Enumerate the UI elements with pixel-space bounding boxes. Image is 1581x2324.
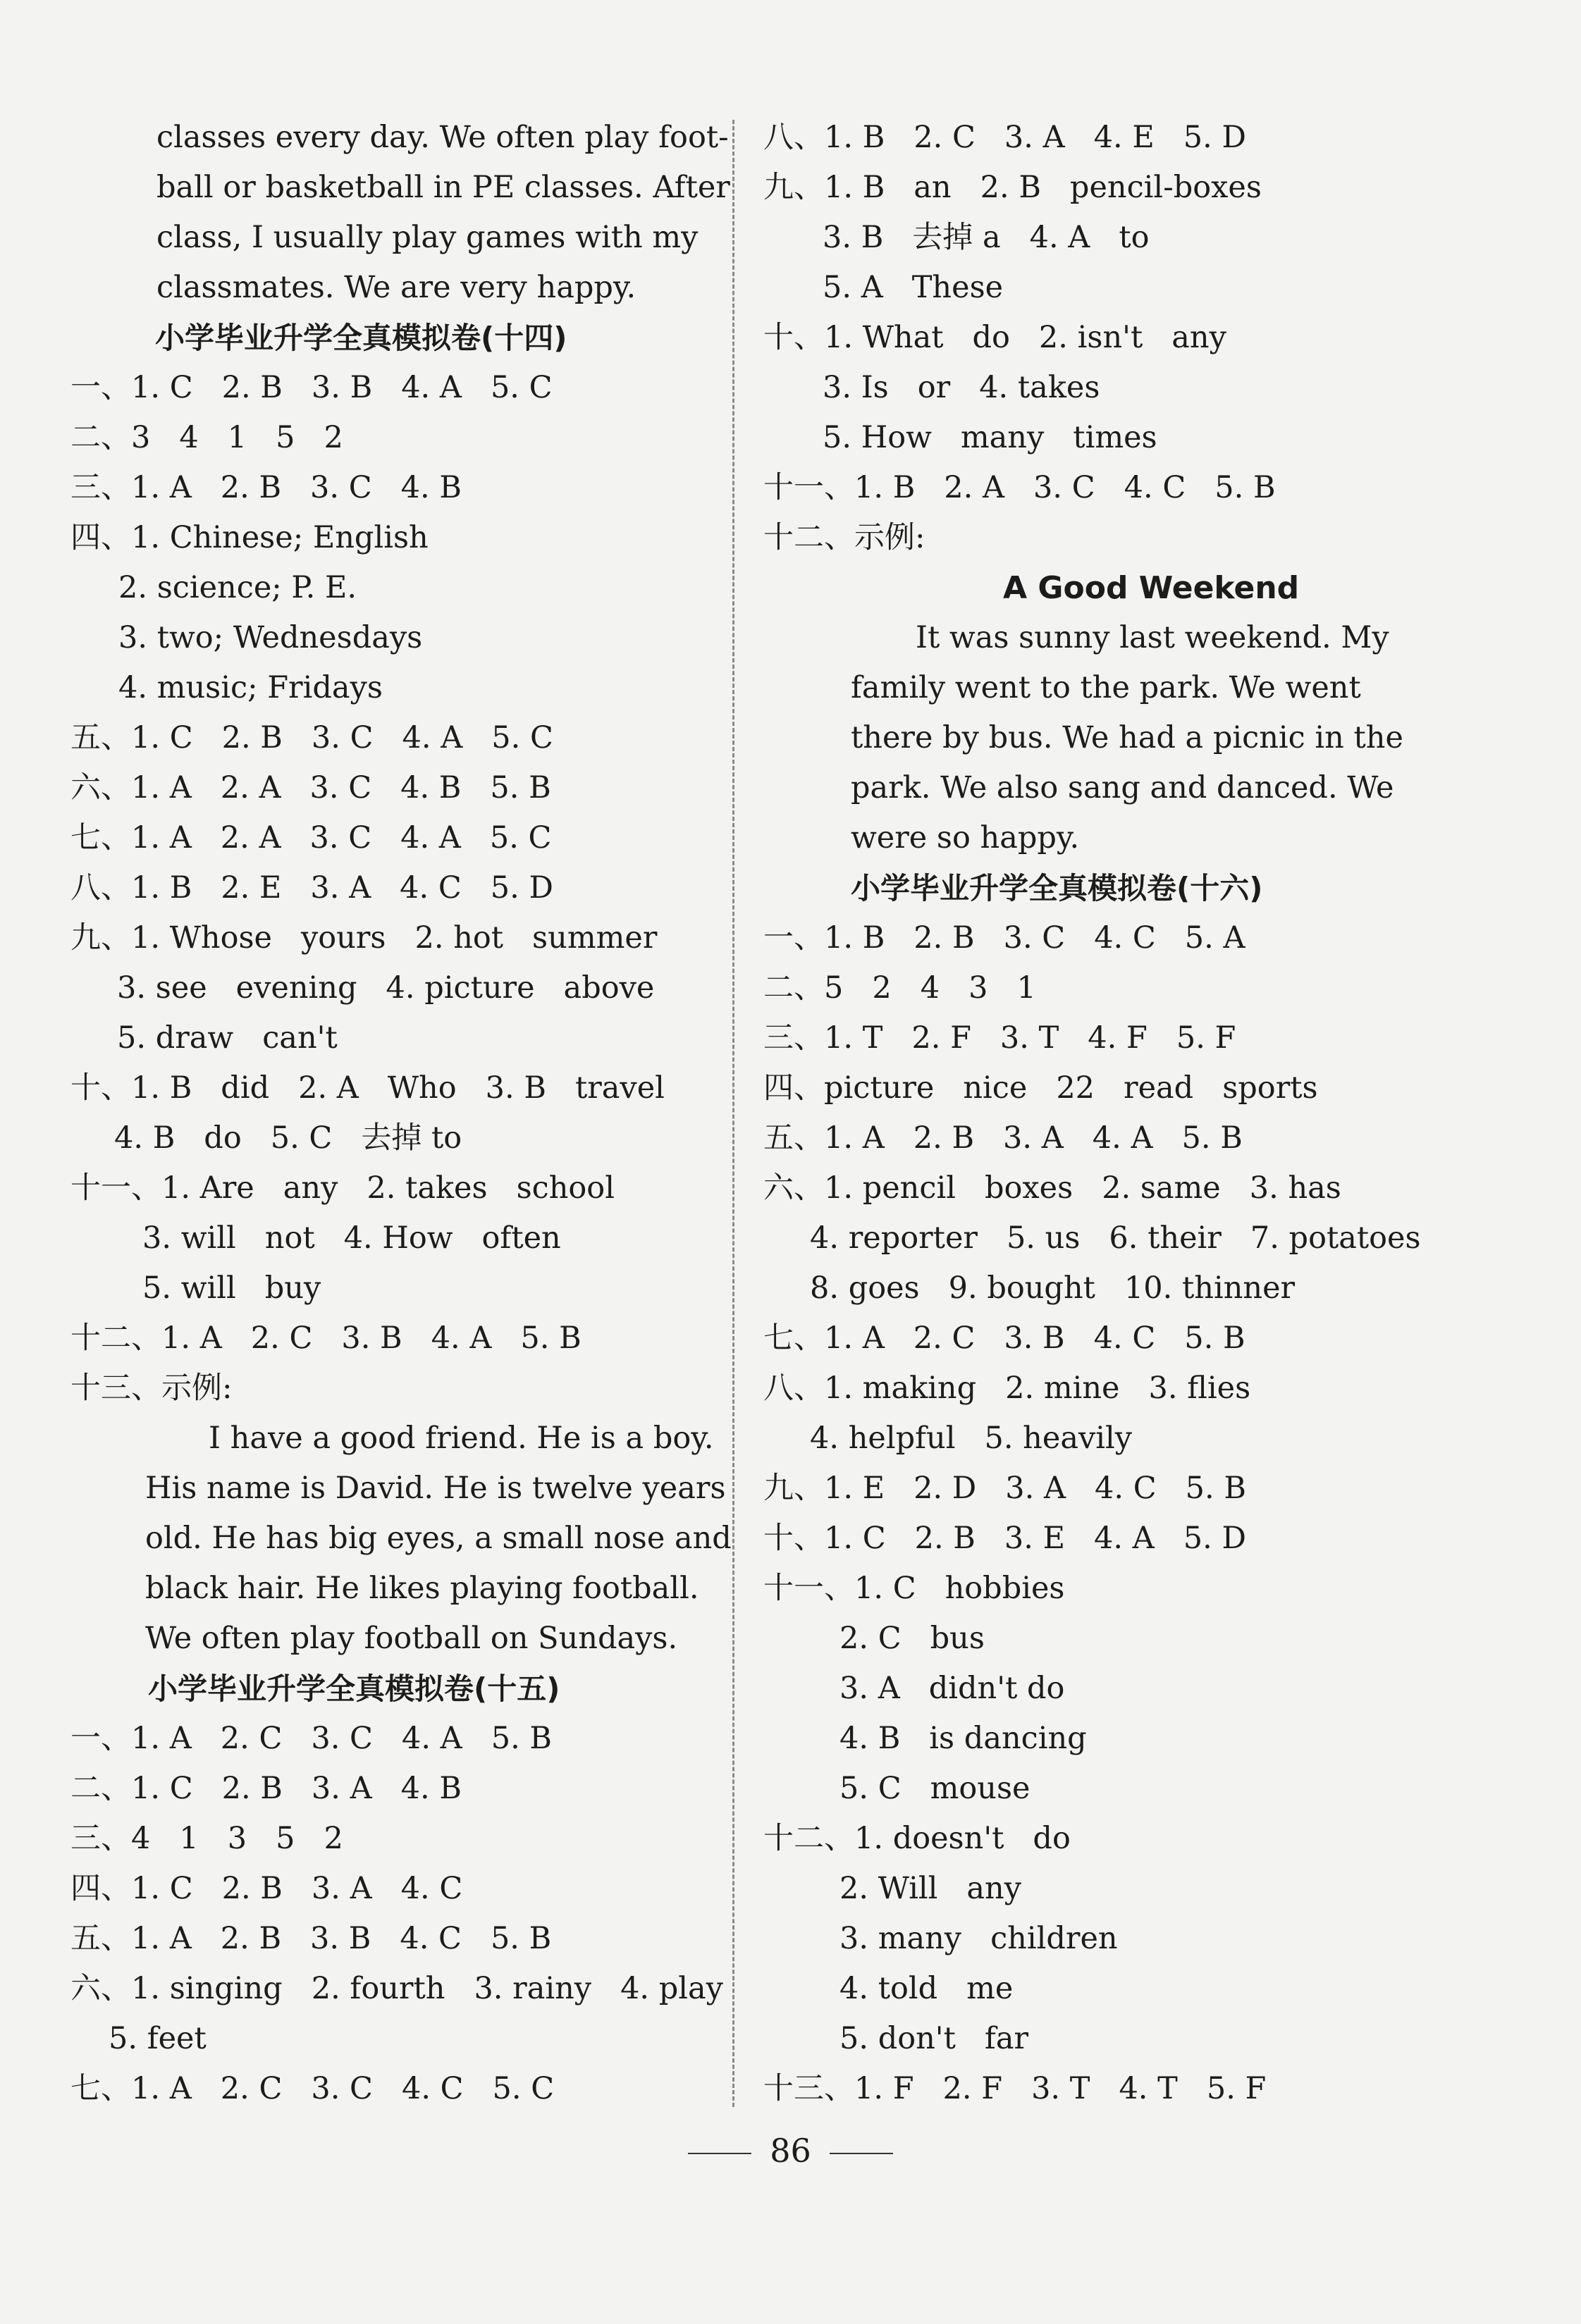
page-number: 86 [770, 2132, 811, 2170]
answer-line: 5. draw can't [117, 1020, 338, 1056]
answer-line: 三、1. T 2. F 3. T 4. F 5. F [763, 1020, 1236, 1056]
answer-line: 5. will buy [142, 1271, 321, 1306]
answer-line: 4. music; Fridays [118, 670, 383, 705]
answer-line: 十一、1. C hobbies [763, 1571, 1065, 1606]
answer-line: 八、1. B 2. E 3. A 4. C 5. D [70, 870, 553, 906]
answer-line: 十二、1. A 2. C 3. B 4. A 5. B [70, 1321, 582, 1356]
answer-line: 一、1. B 2. B 3. C 4. C 5. A [763, 920, 1245, 956]
answer-line: 十、1. B did 2. A Who 3. B travel [70, 1070, 665, 1106]
answer-line: 3. two; Wednesdays [118, 620, 423, 655]
page-footer [0, 2130, 1581, 2172]
answer-line: 4. reporter 5. us 6. their 7. potatoes [810, 1220, 1421, 1256]
answer-line: 3. B 去掉 a 4. A to [823, 220, 1150, 255]
answer-line: 4. told me [839, 1971, 1014, 2006]
column-divider [732, 120, 734, 2107]
answer-line: 5. don't far [839, 2021, 1029, 2056]
answer-line: 六、1. singing 2. fourth 3. rainy 4. play [70, 1971, 723, 2006]
answer-line: 3. many children [839, 1921, 1118, 1956]
answer-line: 2. Will any [839, 1871, 1022, 1906]
answer-line: 十三、1. F 2. F 3. T 4. T 5. F [763, 2071, 1267, 2106]
answer-line: 5. C mouse [839, 1771, 1031, 1806]
answer-line: 4. B do 5. C 去掉 to [114, 1120, 462, 1156]
text-line: there by bus. We had a picnic in the [851, 720, 1403, 755]
answer-line: 3. see evening 4. picture above [117, 970, 655, 1006]
answer-line: 4. helpful 5. heavily [810, 1421, 1133, 1456]
answer-line: 九、1. E 2. D 3. A 4. C 5. B [763, 1471, 1246, 1506]
answer-line: 十、1. C 2. B 3. E 4. A 5. D [763, 1521, 1246, 1556]
answer-line: 5. A These [823, 270, 1004, 305]
answer-line: 七、1. A 2. A 3. C 4. A 5. C [70, 820, 552, 855]
answer-line: 七、1. A 2. C 3. C 4. C 5. C [70, 2071, 555, 2106]
footer-dash-right [830, 2153, 893, 2154]
text-line: I have a good friend. He is a boy. [209, 1421, 714, 1456]
text-line: class, I usually play games with my [156, 220, 699, 255]
answer-line: 2. science; P. E. [118, 570, 357, 605]
answer-line: 七、1. A 2. C 3. B 4. C 5. B [763, 1321, 1245, 1356]
essay-title: A Good Weekend [1003, 570, 1300, 606]
answer-line: 三、4 1 3 5 2 [70, 1821, 343, 1856]
answer-line: 2. C bus [839, 1621, 985, 1656]
answer-line: 3. A didn't do [839, 1671, 1065, 1706]
section-title: 小学毕业升学全真模拟卷(十五) [148, 1671, 560, 1706]
text-line: ball or basketball in PE classes. After [156, 170, 730, 205]
answer-line: 二、3 4 1 5 2 [70, 420, 343, 455]
right-column [763, 113, 1421, 2114]
answer-line: 3. Is or 4. takes [823, 370, 1100, 405]
answer-line: 六、1. pencil boxes 2. same 3. has [763, 1170, 1341, 1206]
answer-line: 四、picture nice 22 read sports [763, 1070, 1318, 1106]
text-line: black hair. He likes playing football. [145, 1571, 699, 1606]
section-title: 小学毕业升学全真模拟卷(十六) [851, 871, 1263, 906]
answer-line: 十一、1. Are any 2. takes school [70, 1170, 615, 1206]
text-line: classmates. We are very happy. [156, 270, 636, 305]
answer-line: 5. feet [109, 2021, 207, 2056]
answer-line: 五、1. C 2. B 3. C 4. A 5. C [70, 720, 553, 755]
answer-line: 3. will not 4. How often [142, 1220, 561, 1256]
text-line: We often play football on Sundays. [145, 1621, 678, 1656]
answer-line: 十、1. What do 2. isn't any [763, 320, 1226, 355]
answer-line: 一、1. A 2. C 3. C 4. A 5. B [70, 1721, 553, 1756]
footer-dash-left [688, 2153, 751, 2154]
answer-line: 八、1. B 2. C 3. A 4. E 5. D [763, 120, 1246, 155]
answer-line: 一、1. C 2. B 3. B 4. A 5. C [70, 370, 553, 405]
text-line: family went to the park. We went [851, 670, 1361, 705]
answer-line: 三、1. A 2. B 3. C 4. B [70, 470, 462, 505]
left-column [70, 113, 732, 2114]
answer-line: 四、1. C 2. B 3. A 4. C [70, 1871, 463, 1906]
section-title: 小学毕业升学全真模拟卷(十四) [155, 321, 567, 355]
answer-line: 八、1. making 2. mine 3. flies [763, 1371, 1251, 1406]
answer-line: 九、1. B an 2. B pencil-boxes [763, 170, 1262, 205]
answer-line: 五、1. A 2. B 3. B 4. C 5. B [70, 1921, 552, 1956]
answer-line: 九、1. Whose yours 2. hot summer [70, 920, 658, 956]
answer-line: 十三、示例: [70, 1371, 233, 1406]
answer-line: 四、1. Chinese; English [70, 520, 429, 555]
text-line: classes every day. We often play foot- [156, 120, 729, 155]
answer-line: 十二、1. doesn't do [763, 1821, 1071, 1856]
answer-line: 5. How many times [823, 420, 1157, 455]
answer-line: 8. goes 9. bought 10. thinner [810, 1271, 1296, 1306]
answer-line: 十一、1. B 2. A 3. C 4. C 5. B [763, 470, 1276, 505]
text-line: It was sunny last weekend. My [916, 620, 1389, 655]
answer-line: 二、5 2 4 3 1 [763, 970, 1036, 1006]
text-line: park. We also sang and danced. We [851, 770, 1394, 805]
answer-line: 4. B is dancing [839, 1721, 1087, 1756]
answer-line: 二、1. C 2. B 3. A 4. B [70, 1771, 462, 1806]
answer-line: 十二、示例: [763, 520, 925, 555]
text-line: His name is David. He is twelve years [145, 1471, 726, 1506]
text-line: old. He has big eyes, a small nose and [145, 1521, 732, 1556]
answer-line: 六、1. A 2. A 3. C 4. B 5. B [70, 770, 551, 805]
answer-line: 五、1. A 2. B 3. A 4. A 5. B [763, 1120, 1243, 1156]
text-line: were so happy. [851, 820, 1080, 855]
